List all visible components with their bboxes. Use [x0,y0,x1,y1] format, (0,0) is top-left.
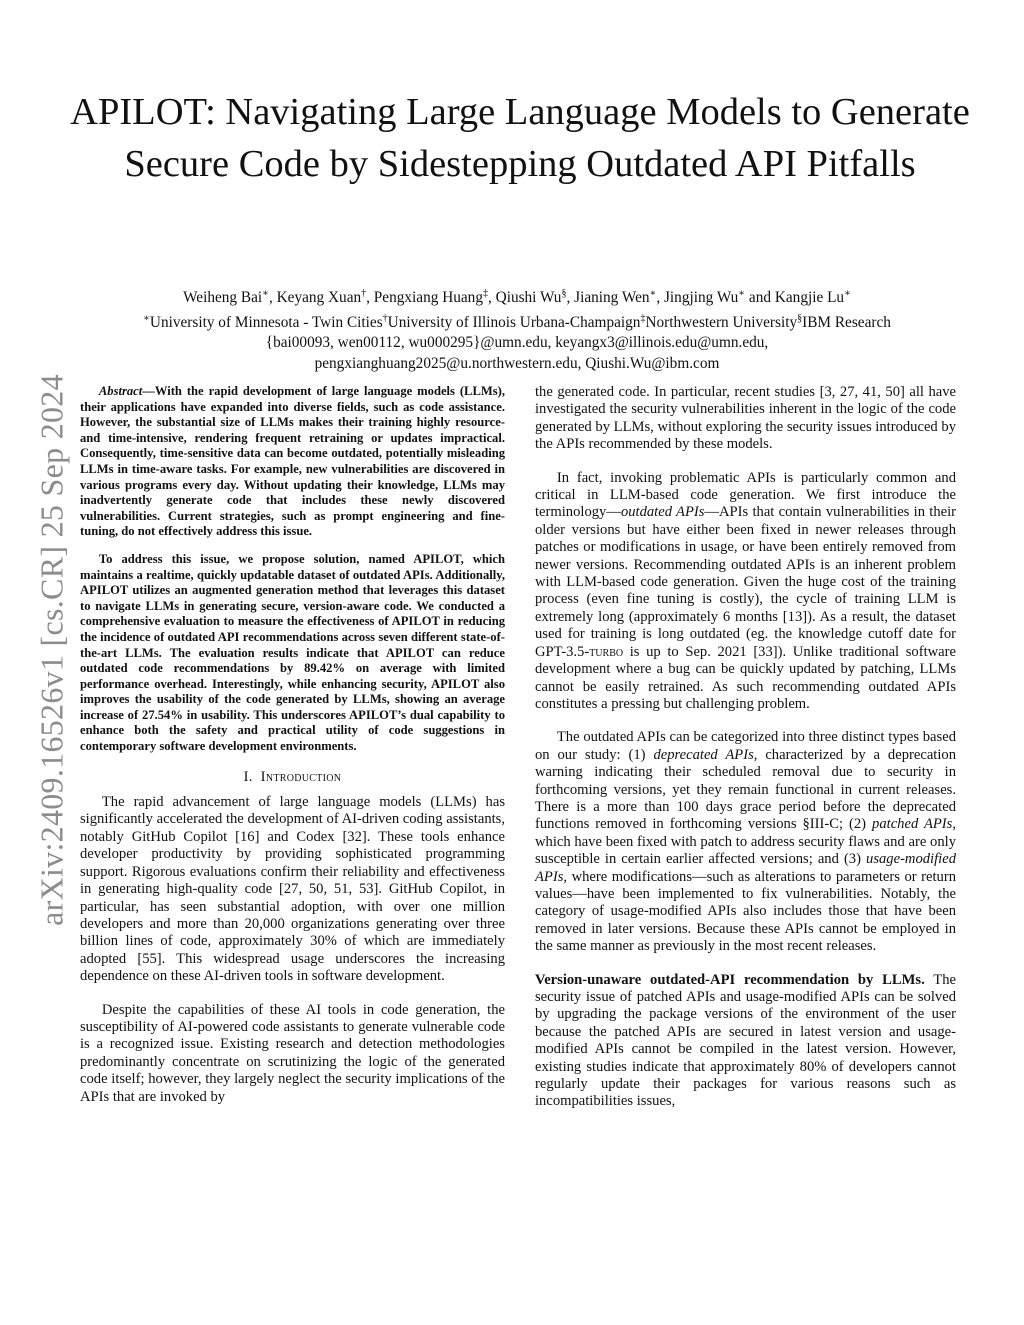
affiliation: IBM Research [802,313,891,331]
abstract [80,384,505,755]
body-paragraph: Version-unaware outdated-API recommendation by LLMs. The security issue of patched APIs and usage-modified APIs can be solved by upgrading the package versions of the environment of the user because the patched APIs are secured in latest version and usage-modified APIs cannot be compiled in the latest version. However, existing studies indicate that approximately 80% of developers cannot regularly update their packages for various reasons such as incompatibilities issues, [535,971,956,1110]
author-name: Jingjing Wu [663,289,739,307]
abstract-label: Abstract [98,384,143,398]
body-paragraph: The rapid advancement of large language models (LLMs) has significantly accelerated the development of AI-driven coding assistants, notably GitHub Copilot [16] and Codex [32]. These tools enhance developer productivity by providing sophisticated programming support. Rigorous evaluations confirm their reliability and effectiveness in generating high-quality code [27, 50, 51, 53]. GitHub Copilot, in particular, has seen substantial adoption, with over one million developers and more than 20,000 organizations generating over three billion lines of code, approximately 30% of which are immediately adopted [55]. This widespread usage underscores the increasing dependence on these AI-driven tools in software development. [80,794,505,985]
body-paragraph: the generated code. In particular, recent studies [3, 27, 41, 50] all have investigated the security vulnerabilities inherent in the logic of the code generated by LLMs, without exploring the security issues introduced by the APIs recommended by these models. [535,384,956,453]
section-title: Introduction [260,768,342,785]
paragraph-heading: Version-unaware outdated-API recommendation by LLMs. [535,971,925,988]
section-heading [80,769,505,786]
author-names: Weiheng Bai∗, Keyang Xuan†, Pengxiang Huang‡, Qiushi Wu§, Jianing Wen∗, Jingjing Wu∗ and Kangjie Lu∗ [183,288,851,307]
affiliation: Northwestern University [645,313,798,331]
affiliation: University of Minnesota - Twin Cities [149,313,383,331]
author-name: Qiushi Wu [495,289,562,307]
term: usage-modified APIs [535,851,956,885]
author-name: Kangjie Lu [774,289,845,307]
term: outdated APIs [620,504,705,521]
abstract-paragraph: Abstract—With the rapid development of large language models (LLMs), their applications have expanded into diverse fields, such as code assistance. However, the substantial size of LLMs makes their training highly resource- and time-intensive, rendering frequent retraining or updates impractical. Consequently, time-sensitive data can become outdated, potentially misleading LLMs in time-aware tasks. For example, new vulnerabilities are discovered in various programs every day. Without updating their knowledge, LLMs may inadvertently generate code that includes these newly discovered vulnerabilities. Current strategies, such as prompt engineering and fine-tuning, do not effectively address this issue. [80,384,505,539]
section-number: I. [243,768,253,785]
author-name: Weiheng Bai [183,289,263,307]
right-column [535,384,956,1127]
author-name: Jianing Wen [574,289,650,307]
body-paragraph: Despite the capabilities of these AI tools in code generation, the susceptibility of AI-powered code assistants to generate vulnerable code is a recognized issue. Existing research and detection methodologies predominantly concentrate on scrutinizing the logic of the generated code itself; however, they largely neglect the security implications of the APIs that are invoked by [80,1001,505,1105]
author-emails: {bai00093, wen00112, wu000295}@umn.edu, keyangx3@illinois.edu@umn.edu, [265,334,769,352]
author-conjunction: and [748,289,772,307]
author-emails: pengxianghuang2025@u.northwestern.edu, Qiushi.Wu@ibm.com [314,354,720,372]
paper-title: APILOT: Navigating Large Language Models to Generate Secure Code by Sidestepping Outdated API Pitfalls [70,91,970,185]
left-column [80,384,505,1122]
body-paragraph: The outdated APIs can be categorized into three distinct types based on our study: (1) deprecated APIs, characterized by a deprecation warning indicating their scheduled removal due to security in forthcoming versions, yet they remain functional in current releases. There is a more than 100 days grace period before the deprecated functions removed in forthcoming versions §III-C; (2) patched APIs, which have been fixed with patch to address security flaws and are only susceptible in certain earlier affected versions; and (3) usage-modified APIs, where modifications—such as alterations to parameters or return values—have been implemented to fix vulnerabilities. Notably, the category of usage-modified APIs also includes those that have been removed in later versions. Because these APIs cannot be employed in the same manner as previously in the most recent releases. [535,729,957,955]
model-name: turbo [589,643,624,660]
affiliations: ∗University of Minnesota - Twin Cities†University of Illinois Urbana-Champaign‡Northwestern University§IBM Research [143,312,891,331]
abstract-paragraph: To address this issue, we propose solution, named APILOT, which maintains a realtime, quickly updatable dataset of outdated APIs. Additionally, APILOT utilizes an augmented generation method that leverages this dataset to navigate LLMs in generating secure, version-aware code. We conducted a comprehensive evaluation to measure the effectiveness of APILOT in reducing the incidence of outdated API recommendations across seven different state-of-the-art LLMs. The evaluation results indicate that APILOT can reduce outdated code recommendations by 89.42% on average with limited performance overhead. Interestingly, while enhancing security, APILOT also improves the usability of the code generated by LLMs, showing an average increase of 27.54% in usability. This underscores APILOT’s dual capability to enhance both the safety and practical utility of code suggestions in contemporary software development environments. [80,551,505,754]
body-paragraph: In fact, invoking problematic APIs is particularly common and critical in LLM-based code generation. We first introduce the terminology—outdated APIs—APIs that contain vulnerabilities in their older versions but have either been fixed in newer releases through patches or modifications in usage, or have been entirely removed from newer versions. Recommending outdated APIs is an inherent problem with LLM-based code generation. Given the huge cost of the training process (even fine tuning is costly), the cycle of training LLM is extremely long (approximately 6 months [13]). As a result, the dataset used for training is long outdated (eg. the knowledge cutoff date for GPT-3.5-turbo is up to Sep. 2021 [33]). Unlike traditional software development where a bug can be quickly updated by patching, LLMs cannot be easily retrained. As such recommending outdated APIs constitutes a pressing but challenging problem. [535,469,957,712]
affiliation: University of Illinois Urbana-Champaign [387,313,641,331]
author-name: Keyang Xuan [276,289,362,307]
author-name: Pengxiang Huang [373,289,483,307]
term: patched APIs [872,816,953,833]
arxiv-identifier: arXiv:2409.16526v1 [cs.CR] 25 Sep 2024 [33,374,70,926]
term: deprecated APIs [653,746,754,763]
author-block [40,284,994,374]
